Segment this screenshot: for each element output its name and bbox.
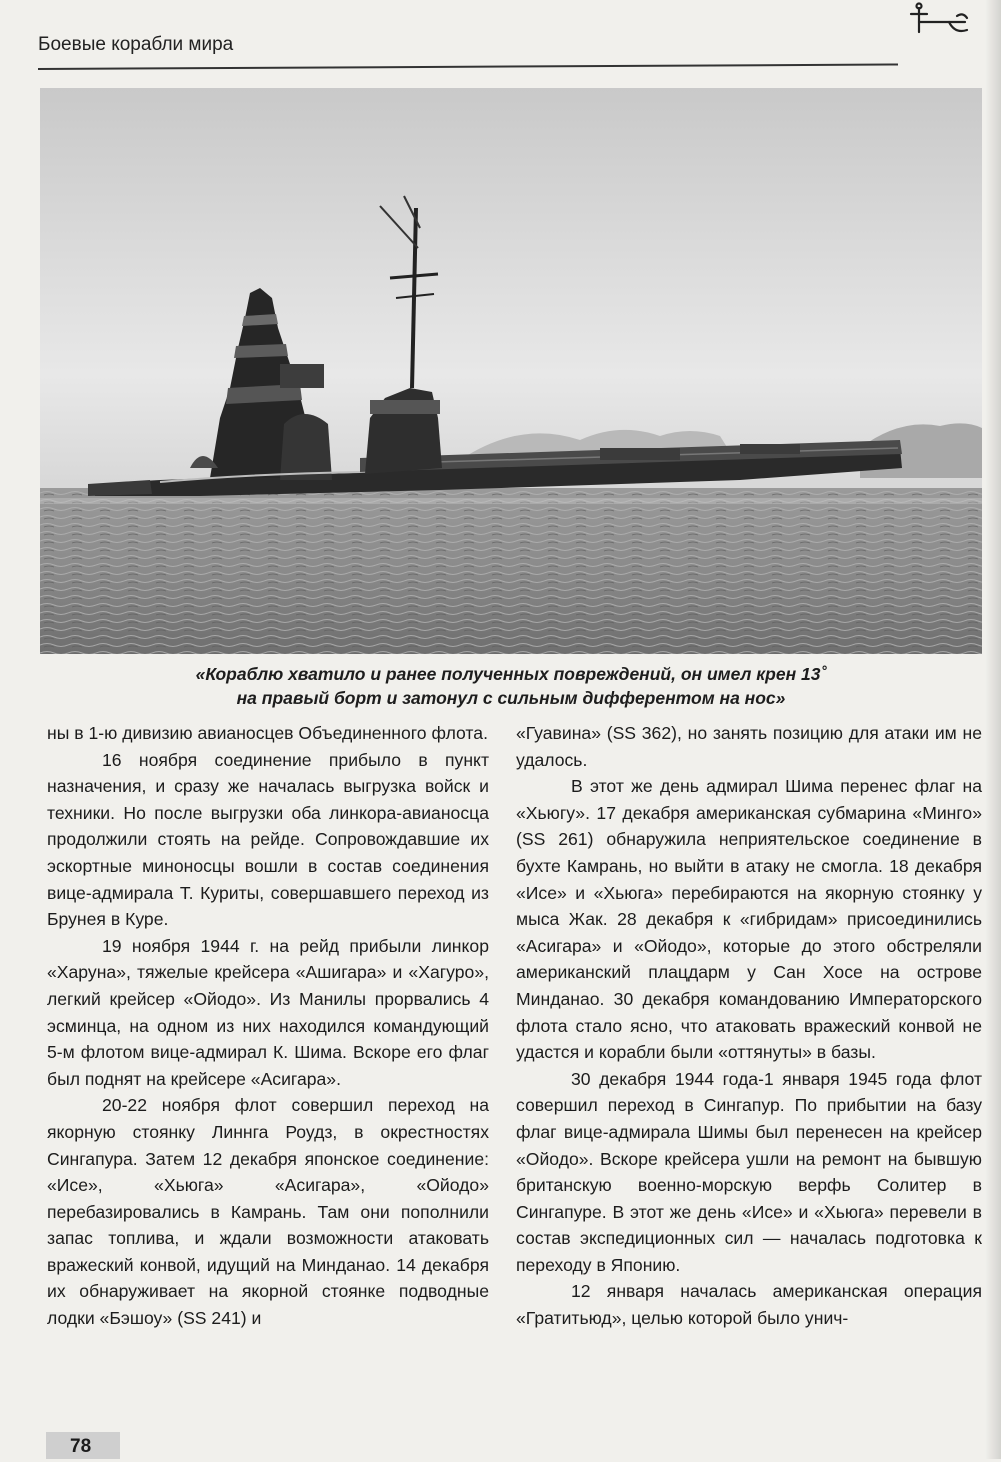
caption-line-2: на правый борт и затонул с сильным дифферентом на нос» bbox=[236, 688, 786, 708]
paragraph: 19 ноября 1944 г. на рейд прибыли линкор «Харуна», тяжелые крейсера «Ашигара» и «Хагуро», легкий крейсер «Ойодо». Из Манилы прорвались 4 эсминца, на одном из них находился командующий 5-м флотом вице-адмирал К. Шима. Вскоре его флаг был поднят на крейсере «Асигара». bbox=[47, 935, 489, 1089]
page-number: 78 bbox=[46, 1432, 120, 1459]
photo-caption bbox=[40, 662, 982, 710]
header-rule bbox=[38, 63, 898, 70]
anchor-icon bbox=[905, 2, 975, 42]
ship-photo bbox=[40, 88, 982, 654]
right-column bbox=[516, 720, 982, 1332]
paragraph: 30 декабря 1944 года-1 января 1945 года флот совершил переход в Сингапур. По прибытии на базу флаг вице-адмирала Шимы был перенесен на крейсер «Ойодо». Вскоре крейсера ушли на ремонт на бывшую британскую военно-морскую верфь Солитер в Сингапуре. В этот же день «Исе» и «Хьюга» перевели в состав экспедиционных сил — началась подготовка к переходу в Японию. bbox=[516, 1068, 982, 1275]
caption-line-1: «Кораблю хватило и ранее полученных повреждений, он имел крен 13˚ bbox=[195, 664, 827, 684]
running-header bbox=[38, 30, 900, 60]
paragraph: ны в 1-ю дивизию авианосцев Объединенного флота. bbox=[47, 723, 488, 743]
paragraph: «Гуавина» (SS 362), но занять позицию для атаки им не удалось. bbox=[516, 723, 982, 770]
header-title: Боевые корабли мира bbox=[38, 34, 234, 55]
paragraph: 20-22 ноября флот совершил переход на якорную стоянку Линнга Роудз, в окрестностях Сингапура. Затем 12 декабря японское соединение: «Исе», «Хьюга» «Асигара», «Ойодо» перебазировались в Камрань. Там они пополнили запас топлива, и ждали возможности атаковать вражеский конвой, идущий на Минданао. 14 декабря их обнаруживает на якорной стоянке подводные лодки «Бэшоу» (SS 241) и bbox=[47, 1095, 489, 1329]
left-column bbox=[47, 720, 489, 1332]
paragraph: 16 ноября соединение прибыло в пункт назначения, и сразу же началась выгрузка войск и техники. Но после выгрузки оба линкора-авианосца продолжили стоять на рейде. Сопровождавшие их эскортные миноносцы вошли в состав соединения вице-адмирала Т. Куриты, совершавшего переход из Брунея в Куре. bbox=[47, 749, 489, 930]
page-edge-shadow bbox=[985, 0, 1001, 1459]
paragraph: 12 января началась американская операция «Гратитьюд», целью которой было унич- bbox=[516, 1281, 982, 1329]
paragraph: В этот же день адмирал Шима перенес флаг на «Хьюгу». 17 декабря американская субмарина «Минго» (SS 261) обнаружила неприятельское соединение в бухте Камрань, но выйти в атаку не смогла. 18 декабря «Исе» и «Хьюга» перебираются на якорную стоянку у мыса Жак. 28 декабря к «гибридам» присоединились «Асигара» и «Ойодо», которые до этого обстреляли американский плацдарм у Сан Хосе на острове Минданао. 30 декабря командованию Императорского флота стало ясно, что атаковать вражеский конвой не удастся и корабли были «оттянуты» в базы. bbox=[516, 776, 982, 1063]
